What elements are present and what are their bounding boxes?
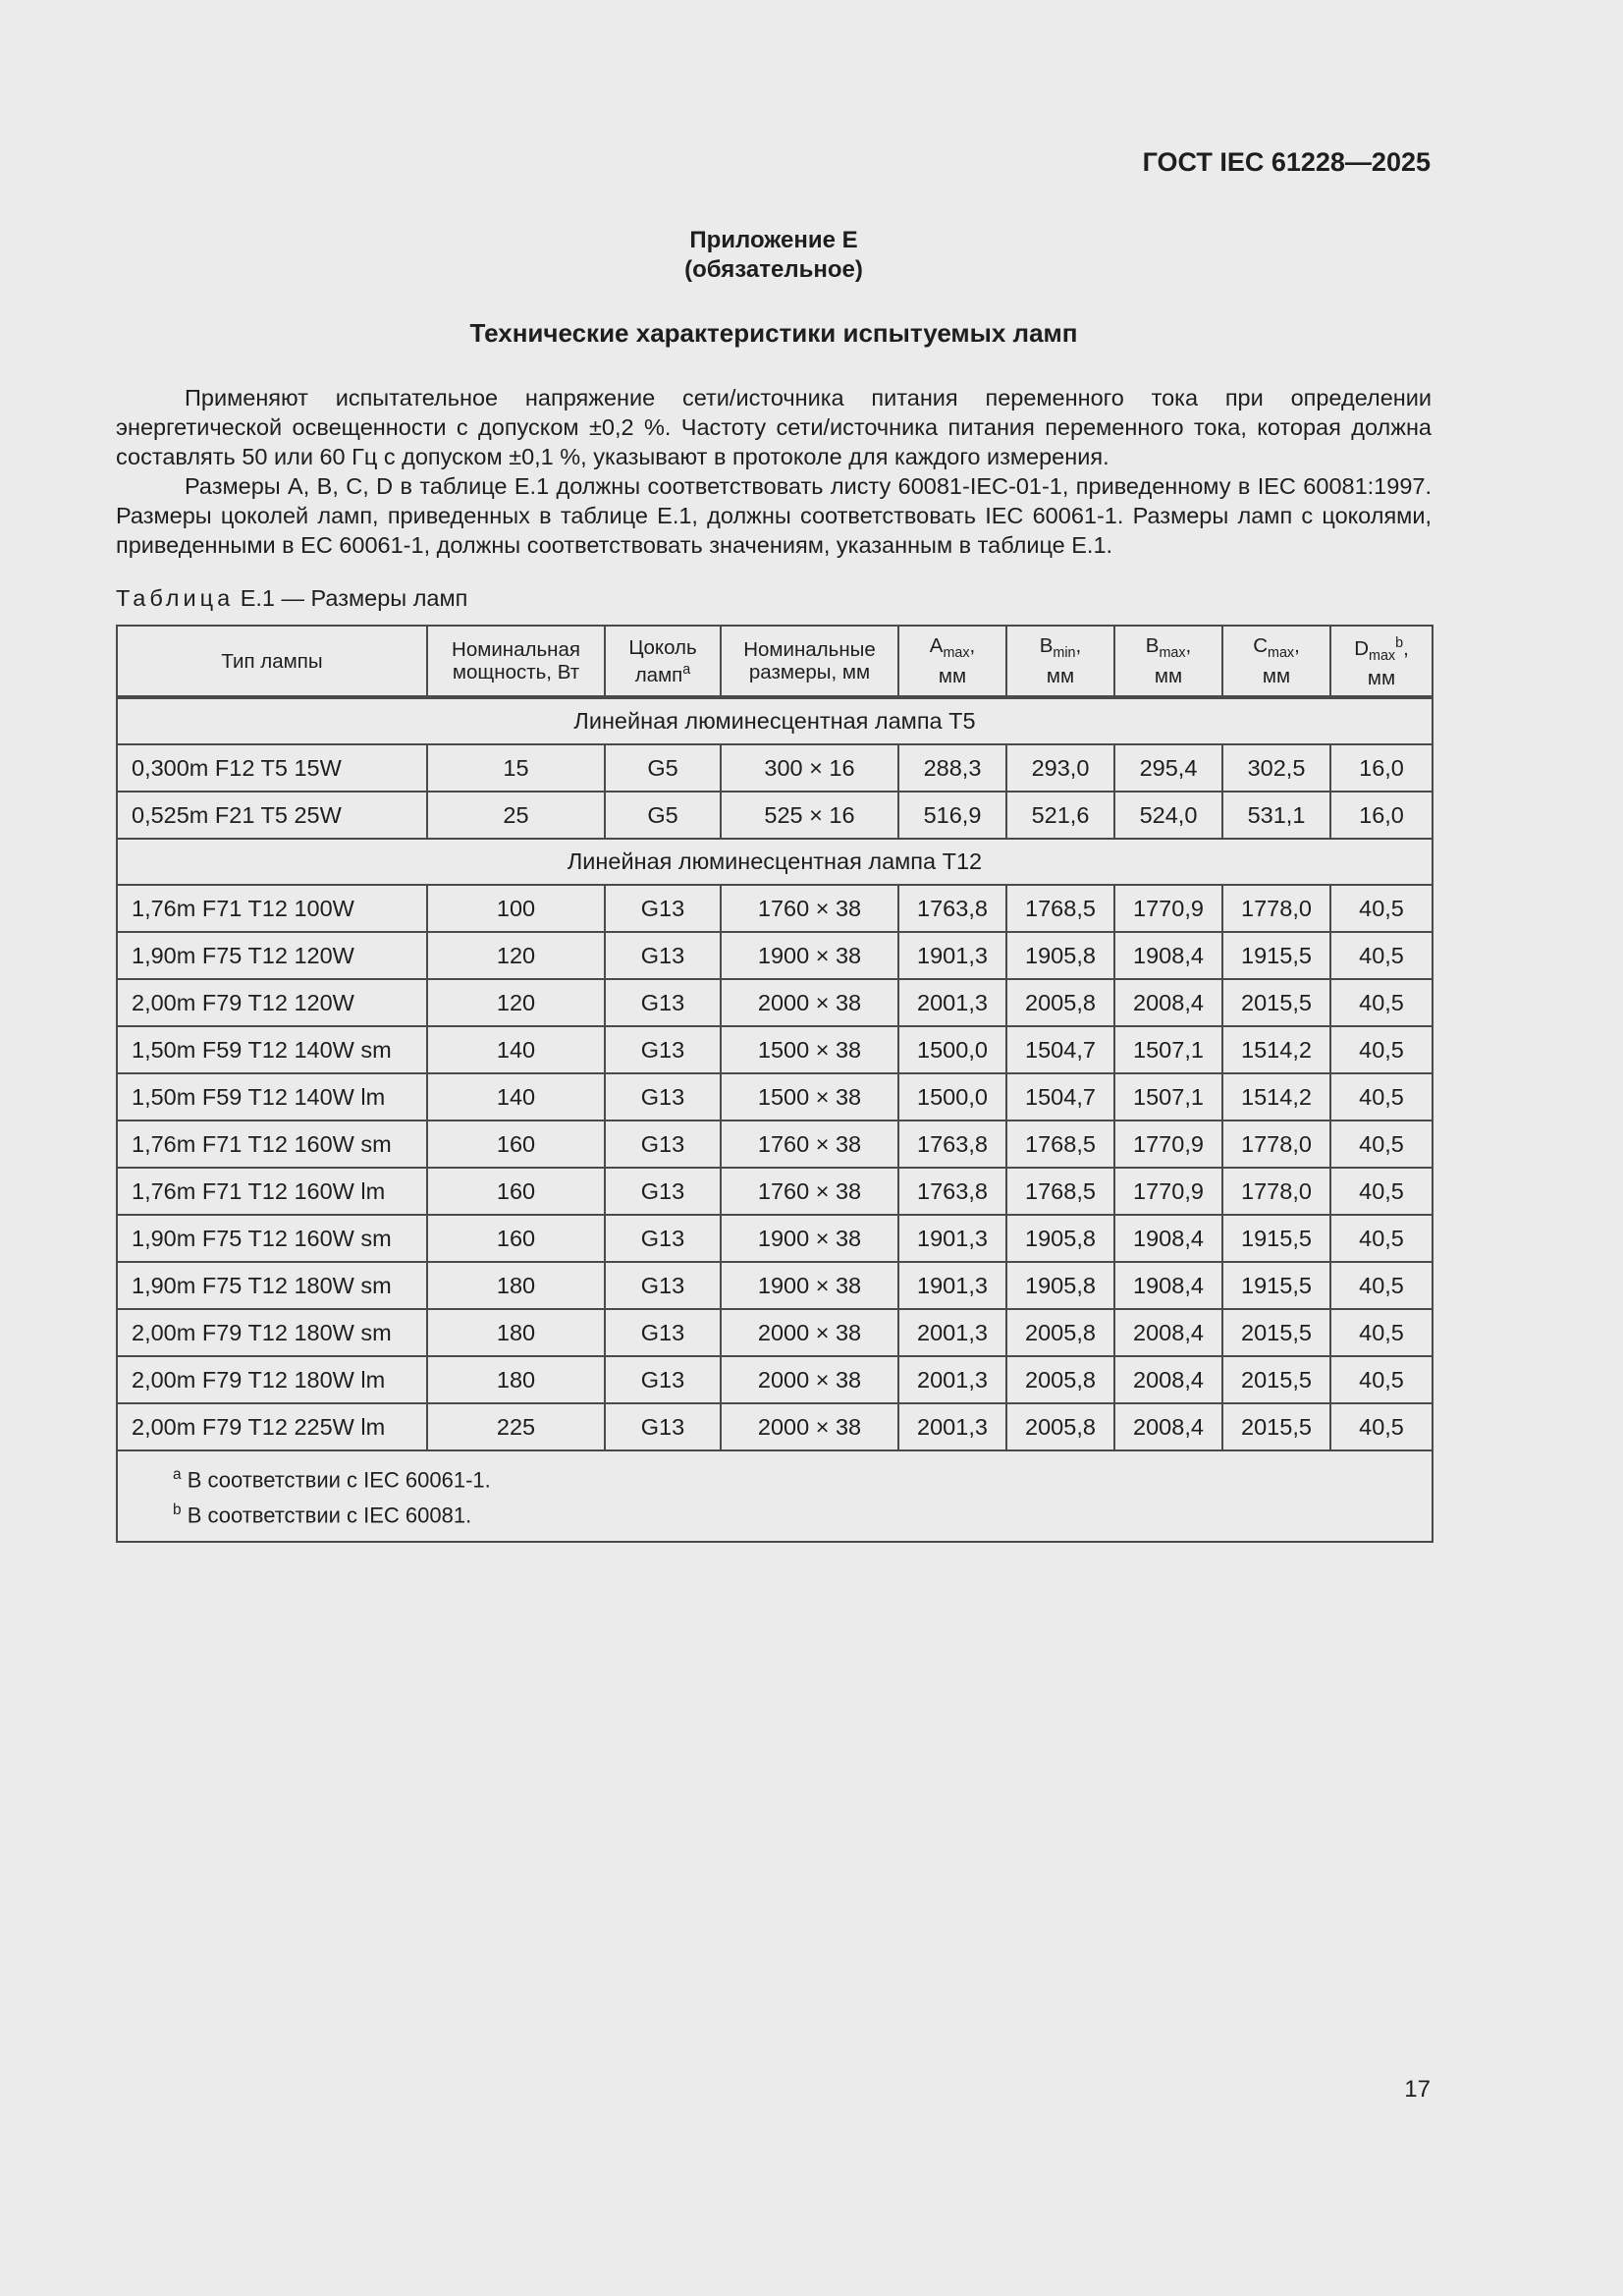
header-d-unit: мм: [1367, 667, 1396, 690]
table-cell: 2015,5: [1222, 1356, 1330, 1403]
table-cell: 1900 × 38: [721, 932, 898, 979]
table-cell: 40,5: [1330, 1026, 1433, 1073]
table-row: [117, 979, 1433, 1026]
table-caption-word: Таблица: [116, 585, 235, 611]
group-title: Линейная люминесцентная лампа T5: [117, 697, 1433, 744]
table-cell: 2005,8: [1006, 979, 1114, 1026]
table-cell: 2015,5: [1222, 979, 1330, 1026]
table-cell: 120: [427, 979, 605, 1026]
footnote-a: [173, 1459, 1432, 1495]
header-c-sub: max: [1268, 645, 1295, 662]
table-row: [117, 1215, 1433, 1262]
table-cell: 1768,5: [1006, 1121, 1114, 1168]
header-d-letter: D: [1354, 636, 1369, 660]
table-cell: 1901,3: [898, 1215, 1006, 1262]
table-row: [117, 885, 1433, 932]
table-cell: 525 × 16: [721, 792, 898, 839]
table-cell: 1778,0: [1222, 1168, 1330, 1215]
header-bmin-unit: мм: [1046, 665, 1075, 688]
table-cell: 1760 × 38: [721, 1168, 898, 1215]
table-caption: [116, 585, 467, 612]
table-cell: 2008,4: [1114, 1356, 1222, 1403]
footnote-b: [173, 1495, 1432, 1530]
table-cell: 0,300m F12 T5 15W: [117, 744, 427, 792]
table-cell: 1900 × 38: [721, 1262, 898, 1309]
table-cell: 2,00m F79 T12 180W lm: [117, 1356, 427, 1403]
table-cell: 2000 × 38: [721, 1356, 898, 1403]
table-cell: G13: [605, 932, 721, 979]
table-cell: 1763,8: [898, 1168, 1006, 1215]
table-cell: 1,90m F75 T12 180W sm: [117, 1262, 427, 1309]
table-cell: 2008,4: [1114, 1309, 1222, 1356]
table-cell: 2015,5: [1222, 1309, 1330, 1356]
intro-paragraph-1: Применяют испытательное напряжение сети/источника питания переменного тока при определении энергетической освещенности с допуском ±0,2 %. Частоту сети/источника питания переменного тока, которая должна составлять 50 или 60 Гц с допуском ±0,1 %, указывают в протоколе для каждого измерения.: [116, 385, 1432, 469]
table-cell: 40,5: [1330, 1215, 1433, 1262]
page-number: 17: [1404, 2076, 1431, 2103]
lamp-dimensions-table: [116, 625, 1434, 1543]
footnote-a-mark: a: [173, 1466, 182, 1483]
table-cell: 2008,4: [1114, 979, 1222, 1026]
table-cell: 160: [427, 1121, 605, 1168]
table-cell: 1763,8: [898, 1121, 1006, 1168]
table-body: [117, 697, 1433, 1450]
table-cell: 2005,8: [1006, 1309, 1114, 1356]
table-cell: 302,5: [1222, 744, 1330, 792]
header-a-letter: A: [929, 633, 944, 657]
header-d-max: $D_{max}^b$, мм: [1330, 626, 1433, 697]
table-cell: 524,0: [1114, 792, 1222, 839]
header-base: [605, 626, 721, 697]
table-row: [117, 1309, 1433, 1356]
table-cell: 1908,4: [1114, 1215, 1222, 1262]
table-caption-text: E.1 — Размеры ламп: [240, 585, 468, 611]
table-cell: 300 × 16: [721, 744, 898, 792]
table-cell: 2,00m F79 T12 225W lm: [117, 1403, 427, 1450]
table-cell: 1778,0: [1222, 1121, 1330, 1168]
table-row: [117, 792, 1433, 839]
table-cell: 288,3: [898, 744, 1006, 792]
table-cell: 1908,4: [1114, 1262, 1222, 1309]
table-cell: 1504,7: [1006, 1026, 1114, 1073]
header-b-min: $B_{min}$, мм: [1006, 626, 1114, 697]
table-cell: 1770,9: [1114, 885, 1222, 932]
footnotes-cell: [117, 1450, 1433, 1542]
table-cell: 521,6: [1006, 792, 1114, 839]
group-row: [117, 839, 1433, 885]
table-cell: 516,9: [898, 792, 1006, 839]
table-cell: 1,50m F59 T12 140W sm: [117, 1026, 427, 1073]
table-cell: 140: [427, 1026, 605, 1073]
table-cell: 160: [427, 1168, 605, 1215]
table-cell: 2000 × 38: [721, 1309, 898, 1356]
table-cell: 40,5: [1330, 1403, 1433, 1450]
table-cell: G13: [605, 1356, 721, 1403]
group-row: [117, 697, 1433, 744]
table-cell: 2005,8: [1006, 1403, 1114, 1450]
table-row: [117, 1403, 1433, 1450]
table-cell: 16,0: [1330, 744, 1433, 792]
table-cell: 120: [427, 932, 605, 979]
header-bmax-letter: B: [1145, 633, 1160, 657]
table-cell: 531,1: [1222, 792, 1330, 839]
table-cell: 1,90m F75 T12 120W: [117, 932, 427, 979]
table-cell: 40,5: [1330, 1356, 1433, 1403]
table-cell: G5: [605, 744, 721, 792]
table-cell: 40,5: [1330, 1168, 1433, 1215]
table-cell: 1905,8: [1006, 1262, 1114, 1309]
table-cell: G5: [605, 792, 721, 839]
table-row: [117, 1262, 1433, 1309]
table-cell: 295,4: [1114, 744, 1222, 792]
header-bmin-sub: min: [1053, 645, 1076, 662]
header-a-sub: max: [943, 645, 970, 662]
table-cell: 1514,2: [1222, 1073, 1330, 1121]
table-cell: 1,90m F75 T12 160W sm: [117, 1215, 427, 1262]
table-cell: 0,525m F21 T5 25W: [117, 792, 427, 839]
table-row: [117, 1026, 1433, 1073]
table-cell: G13: [605, 1121, 721, 1168]
table-cell: 2000 × 38: [721, 1403, 898, 1450]
header-bmax-unit: мм: [1154, 665, 1183, 688]
table-cell: 1770,9: [1114, 1121, 1222, 1168]
table-cell: 100: [427, 885, 605, 932]
table-cell: 1768,5: [1006, 885, 1114, 932]
header-c-unit: мм: [1262, 665, 1291, 688]
table-cell: 1760 × 38: [721, 1121, 898, 1168]
table-cell: 1915,5: [1222, 1262, 1330, 1309]
table-cell: G13: [605, 1215, 721, 1262]
table-footnotes: [117, 1450, 1433, 1542]
table-cell: G13: [605, 1168, 721, 1215]
table-cell: 225: [427, 1403, 605, 1450]
table-cell: 25: [427, 792, 605, 839]
table-row: [117, 1121, 1433, 1168]
table-cell: 1915,5: [1222, 932, 1330, 979]
table-cell: G13: [605, 1073, 721, 1121]
table-cell: 1770,9: [1114, 1168, 1222, 1215]
standard-designation: ГОСТ IEC 61228—2025: [1142, 147, 1431, 177]
table-row: [117, 932, 1433, 979]
table-cell: 2,00m F79 T12 180W sm: [117, 1309, 427, 1356]
table-cell: 1901,3: [898, 1262, 1006, 1309]
table-cell: 1901,3: [898, 932, 1006, 979]
table-cell: 1507,1: [1114, 1026, 1222, 1073]
table-cell: 293,0: [1006, 744, 1114, 792]
table-row: [117, 1356, 1433, 1403]
table-cell: 40,5: [1330, 1309, 1433, 1356]
table-cell: 1763,8: [898, 885, 1006, 932]
table-cell: 1,50m F59 T12 140W lm: [117, 1073, 427, 1121]
table-cell: 1500 × 38: [721, 1026, 898, 1073]
annex-status: (обязательное): [684, 256, 863, 283]
table-cell: 1500,0: [898, 1073, 1006, 1121]
table-cell: 1908,4: [1114, 932, 1222, 979]
table-cell: 2005,8: [1006, 1356, 1114, 1403]
table-cell: 2001,3: [898, 1356, 1006, 1403]
table-cell: 1778,0: [1222, 885, 1330, 932]
table-cell: 1915,5: [1222, 1215, 1330, 1262]
annex-title: Приложение E: [689, 227, 858, 253]
table-header: [117, 626, 1433, 697]
header-a-unit: мм: [938, 665, 967, 688]
header-bmax-sub: max: [1159, 645, 1186, 662]
header-c-letter: C: [1253, 633, 1268, 657]
table-row: [117, 1073, 1433, 1121]
header-nominal-dims: Номинальные размеры, мм: [721, 626, 898, 697]
table-cell: 40,5: [1330, 1073, 1433, 1121]
table-cell: 15: [427, 744, 605, 792]
annex-main-heading: Технические характеристики испытуемых ламп: [469, 318, 1078, 348]
intro-paragraph-2: Размеры A, B, C, D в таблице E.1 должны соответствовать листу 60081-IEC-01-1, приведенному в IEC 60081:1997. Размеры цоколей ламп, приведенных в таблице E.1, должны соответствовать IEC 60061-1. Размеры ламп с цоколями, приведенными в ЕС 60061-1, должны соответствовать значениям, указанным в таблице E.1.: [116, 473, 1432, 558]
header-c-max: $C_{max}$, мм: [1222, 626, 1330, 697]
header-lamp-type: Тип лампы: [117, 626, 427, 697]
table-cell: 2015,5: [1222, 1403, 1330, 1450]
table-cell: G13: [605, 1309, 721, 1356]
table-cell: 1504,7: [1006, 1073, 1114, 1121]
table-row: [117, 1168, 1433, 1215]
table-cell: 180: [427, 1309, 605, 1356]
header-a-max: $A_{max}$, мм: [898, 626, 1006, 697]
group-title: Линейная люминесцентная лампа T12: [117, 839, 1433, 885]
table-cell: 1514,2: [1222, 1026, 1330, 1073]
table-cell: G13: [605, 885, 721, 932]
table-row: [117, 744, 1433, 792]
table-cell: 180: [427, 1356, 605, 1403]
table-cell: 2001,3: [898, 1309, 1006, 1356]
annex-heading: [116, 226, 1432, 285]
table-cell: 40,5: [1330, 885, 1433, 932]
header-base-label: Цоколь ламп: [628, 635, 697, 686]
table-cell: 40,5: [1330, 932, 1433, 979]
table-cell: 1900 × 38: [721, 1215, 898, 1262]
table-cell: 16,0: [1330, 792, 1433, 839]
table-cell: 1760 × 38: [721, 885, 898, 932]
intro-text: [116, 383, 1432, 560]
table-cell: 2000 × 38: [721, 979, 898, 1026]
footnote-b-mark: b: [173, 1502, 182, 1519]
table-cell: 1,76m F71 T12 160W lm: [117, 1168, 427, 1215]
table-cell: 40,5: [1330, 1121, 1433, 1168]
table-cell: 2001,3: [898, 979, 1006, 1026]
table-cell: G13: [605, 1262, 721, 1309]
header-b-max: $B_{max}$, мм: [1114, 626, 1222, 697]
table-cell: 2008,4: [1114, 1403, 1222, 1450]
table-cell: 2,00m F79 T12 120W: [117, 979, 427, 1026]
table-cell: 140: [427, 1073, 605, 1121]
table-cell: 2001,3: [898, 1403, 1006, 1450]
header-power: Номинальная мощность, Вт: [427, 626, 605, 697]
footnote-a-text: В соответствии с IEC 60061-1.: [187, 1467, 491, 1493]
header-d-sub: max: [1369, 647, 1396, 664]
header-d-note: b: [1395, 634, 1404, 651]
table-cell: 160: [427, 1215, 605, 1262]
table-cell: 40,5: [1330, 1262, 1433, 1309]
table-cell: 1905,8: [1006, 932, 1114, 979]
header-bmin-letter: B: [1039, 633, 1054, 657]
table-cell: G13: [605, 1403, 721, 1450]
table-cell: 180: [427, 1262, 605, 1309]
header-base-note: a: [682, 661, 691, 678]
table-cell: G13: [605, 1026, 721, 1073]
table-cell: 1905,8: [1006, 1215, 1114, 1262]
table-cell: 1507,1: [1114, 1073, 1222, 1121]
table-cell: G13: [605, 979, 721, 1026]
table-cell: 40,5: [1330, 979, 1433, 1026]
table-cell: 1,76m F71 T12 100W: [117, 885, 427, 932]
table-cell: 1500 × 38: [721, 1073, 898, 1121]
table-cell: 1500,0: [898, 1026, 1006, 1073]
table-cell: 1,76m F71 T12 160W sm: [117, 1121, 427, 1168]
footnote-b-text: В соответствии с IEC 60081.: [187, 1503, 472, 1528]
table-cell: 1768,5: [1006, 1168, 1114, 1215]
